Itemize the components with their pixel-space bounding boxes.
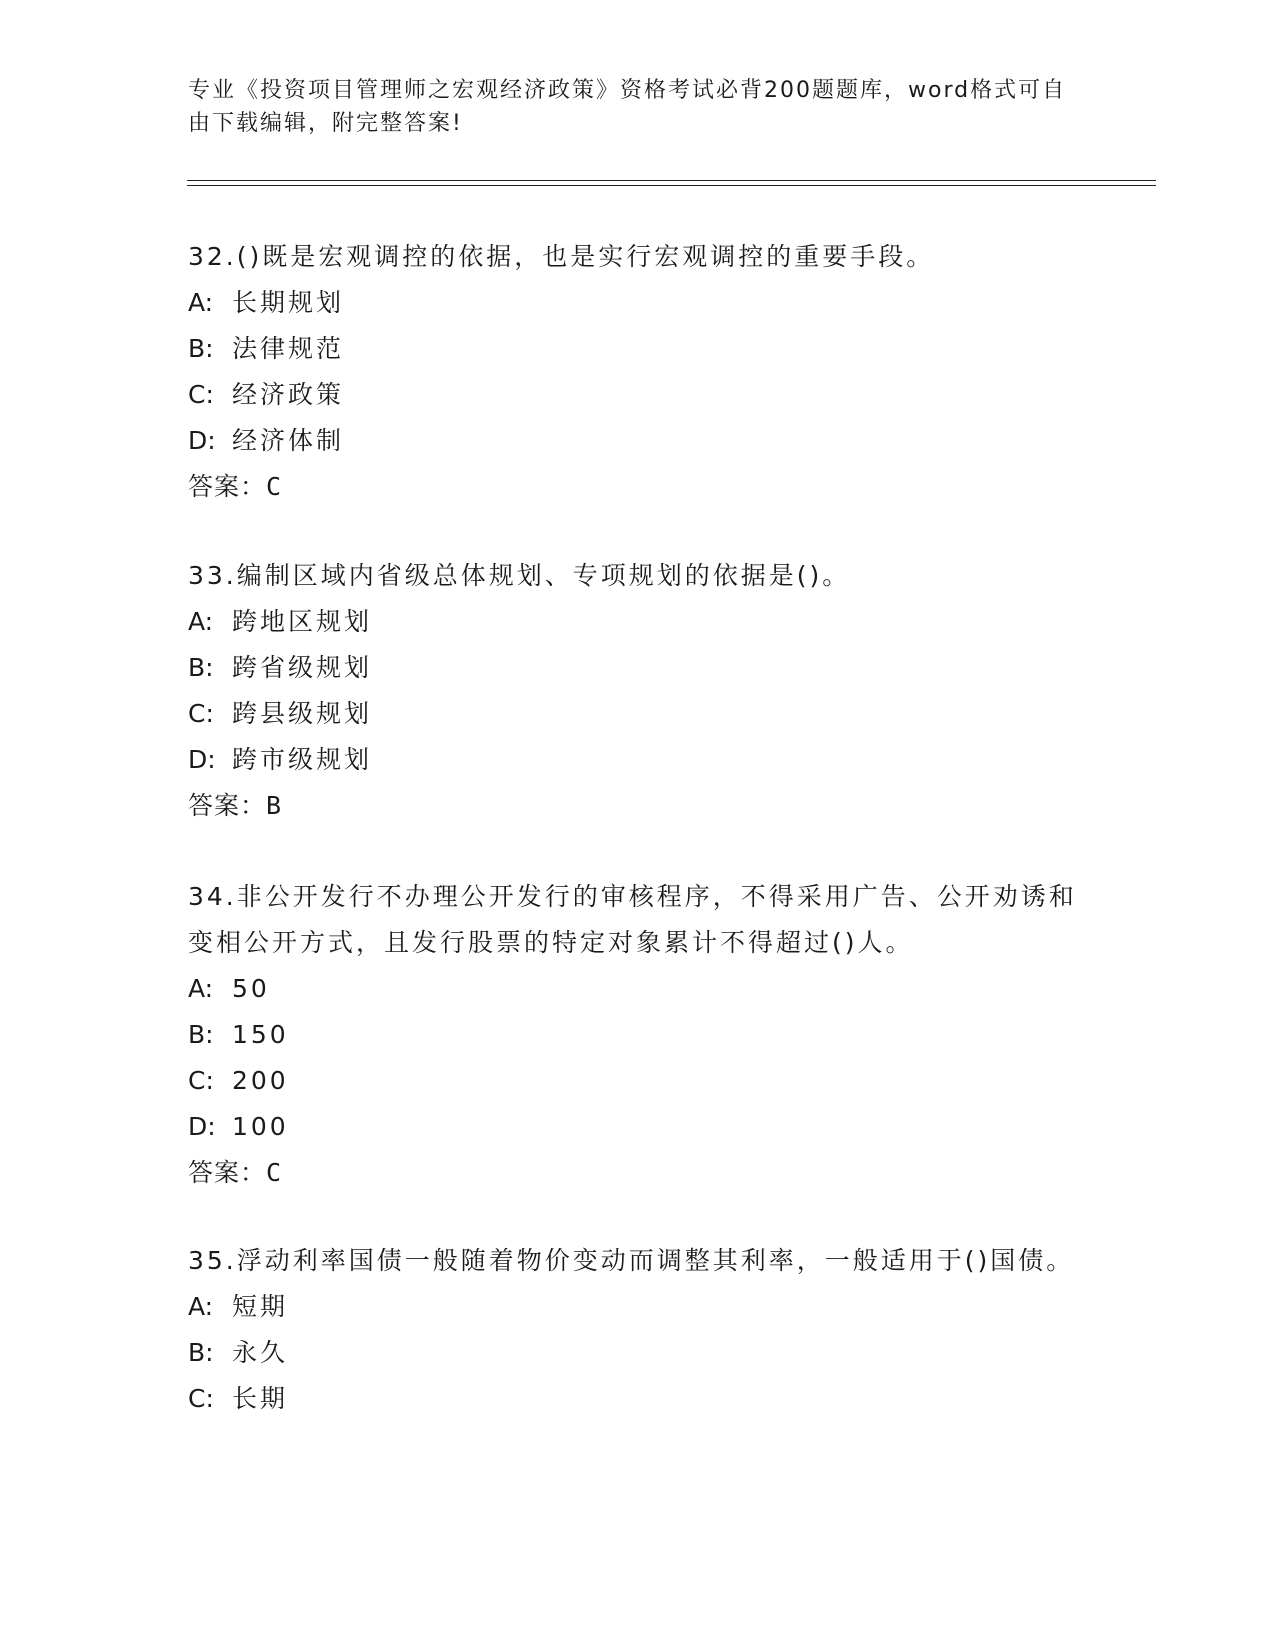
answer-label: 答案： xyxy=(188,473,267,501)
option-d xyxy=(188,737,1078,783)
option-text: 永久 xyxy=(232,1338,289,1367)
answer-line xyxy=(188,783,1078,829)
option-letter: D: xyxy=(188,1112,216,1141)
option-text: 短期 xyxy=(232,1292,289,1321)
question-stem: 35.浮动利率国债一般随着物价变动而调整其利率，一般适用于()国债。 xyxy=(188,1246,1075,1275)
option-text: 法律规范 xyxy=(232,334,345,363)
option-a xyxy=(188,966,1078,1012)
option-letter: D: xyxy=(188,745,216,774)
option-d xyxy=(188,418,1078,464)
option-letter: A: xyxy=(188,288,214,317)
answer-value: C xyxy=(266,472,282,501)
question-stem: 34.非公开发行不办理公开发行的审核程序，不得采用广告、公开劝诱和变相公开方式，且发行股票的特定对象累计不得超过()人。 xyxy=(188,882,1077,957)
option-letter: B: xyxy=(188,1020,214,1049)
option-letter: C: xyxy=(188,1066,214,1095)
answer-label: 答案： xyxy=(188,1159,267,1187)
option-b xyxy=(188,326,1078,372)
question-32 xyxy=(188,234,1078,510)
option-letter: A: xyxy=(188,974,214,1003)
option-text: 100 xyxy=(232,1112,289,1141)
option-text: 经济政策 xyxy=(232,380,345,409)
option-text: 经济体制 xyxy=(232,426,345,455)
option-a xyxy=(188,599,1078,645)
option-text: 跨市级规划 xyxy=(232,745,373,774)
option-text: 150 xyxy=(232,1020,289,1049)
answer-value: C xyxy=(266,1158,282,1187)
question-stem: 33.编制区域内省级总体规划、专项规划的依据是()。 xyxy=(188,561,851,590)
option-text: 跨县级规划 xyxy=(232,699,373,728)
question-35 xyxy=(188,1238,1078,1422)
question-34 xyxy=(188,874,1078,1196)
answer-value: B xyxy=(266,791,282,820)
answer-line xyxy=(188,464,1078,510)
option-a xyxy=(188,280,1078,326)
option-c xyxy=(188,1058,1078,1104)
option-letter: A: xyxy=(188,607,214,636)
option-text: 50 xyxy=(232,974,270,1003)
option-text: 长期规划 xyxy=(232,288,345,317)
option-letter: C: xyxy=(188,380,214,409)
option-letter: D: xyxy=(188,426,216,455)
question-stem: 32.()既是宏观调控的依据，也是实行宏观调控的重要手段。 xyxy=(188,242,935,271)
option-b xyxy=(188,645,1078,691)
option-text: 跨地区规划 xyxy=(232,607,373,636)
option-text: 跨省级规划 xyxy=(232,653,373,682)
option-letter: B: xyxy=(188,334,214,363)
option-letter: B: xyxy=(188,653,214,682)
header-rule-top xyxy=(187,180,1156,181)
option-d xyxy=(188,1104,1078,1150)
option-letter: C: xyxy=(188,1384,214,1413)
header-rule-bottom xyxy=(187,185,1156,186)
document-header: 专业《投资项目管理师之宏观经济政策》资格考试必背200题题库，word格式可自由下载编辑，附完整答案! xyxy=(188,78,1067,136)
option-letter: B: xyxy=(188,1338,214,1367)
option-letter: A: xyxy=(188,1292,214,1321)
question-33 xyxy=(188,553,1078,829)
option-b xyxy=(188,1012,1078,1058)
option-a xyxy=(188,1284,1078,1330)
answer-label: 答案： xyxy=(188,792,267,820)
option-letter: C: xyxy=(188,699,214,728)
option-c xyxy=(188,691,1078,737)
option-b xyxy=(188,1330,1078,1376)
answer-line xyxy=(188,1150,1078,1196)
option-text: 200 xyxy=(232,1066,289,1095)
option-c xyxy=(188,372,1078,418)
option-text: 长期 xyxy=(232,1384,289,1413)
option-c xyxy=(188,1376,1078,1422)
